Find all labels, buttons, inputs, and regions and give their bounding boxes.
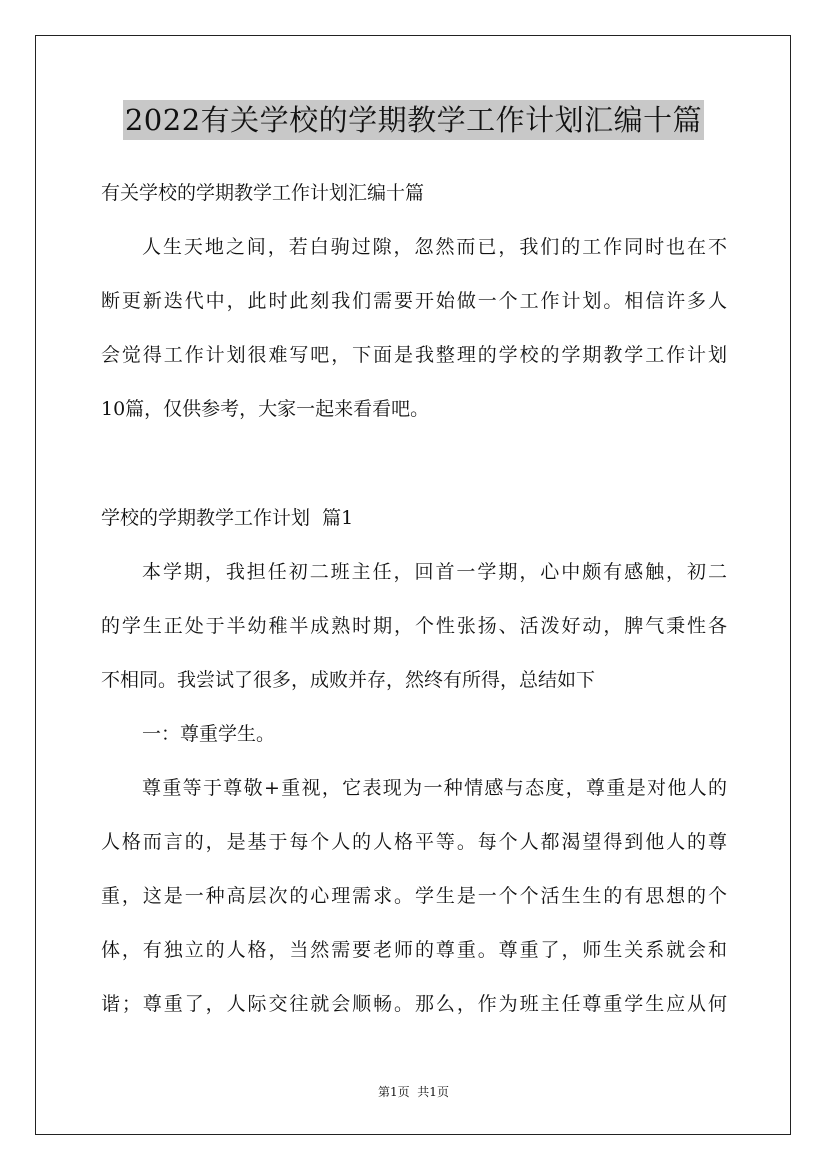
intro-line: 断更新迭代中，此时此刻我们需要开始做一个工作计划。相信许多人 bbox=[101, 290, 727, 312]
document-title: 2022有关学校的学期教学工作计划汇编十篇 bbox=[123, 100, 704, 140]
document-subtitle: 有关学校的学期教学工作计划汇编十篇 bbox=[101, 182, 425, 204]
paragraph-line: 的学生正处于半幼稚半成熟时期，个性张扬、活泼好动，脾气秉性各 bbox=[101, 615, 727, 637]
intro-line: 人生天地之间，若白驹过隙，忽然而已，我们的工作同时也在不 bbox=[142, 236, 727, 258]
paragraph-line: 人格而言的，是基于每个人的人格平等。每个人都渴望得到他人的尊 bbox=[101, 831, 727, 853]
title-block bbox=[0, 100, 827, 140]
page-number: 第1页 共1页 bbox=[378, 1085, 449, 1099]
paragraph-line: 体，有独立的人格，当然需要老师的尊重。尊重了，师生关系就会和 bbox=[101, 939, 727, 961]
paragraph-line: 本学期，我担任初二班主任，回首一学期，心中颇有感触，初二 bbox=[142, 561, 727, 583]
section-heading: 学校的学期教学工作计划 篇1 bbox=[101, 507, 354, 529]
intro-line: 会觉得工作计划很难写吧，下面是我整理的学校的学期教学工作计划 bbox=[101, 344, 727, 366]
paragraph-line: 重，这是一种高层次的心理需求。学生是一个个活生生的有思想的个 bbox=[101, 885, 727, 907]
paragraph-line: 不相同。我尝试了很多，成败并存，然终有所得，总结如下 bbox=[101, 669, 596, 691]
point-heading: 一：尊重学生。 bbox=[142, 723, 276, 745]
paragraph-line: 谐；尊重了，人际交往就会顺畅。那么，作为班主任尊重学生应从何 bbox=[101, 993, 727, 1015]
paragraph-line: 尊重等于尊敬+重视，它表现为一种情感与态度，尊重是对他人的 bbox=[142, 777, 727, 799]
intro-line: 10篇，仅供参考，大家一起来看看吧。 bbox=[101, 398, 430, 420]
